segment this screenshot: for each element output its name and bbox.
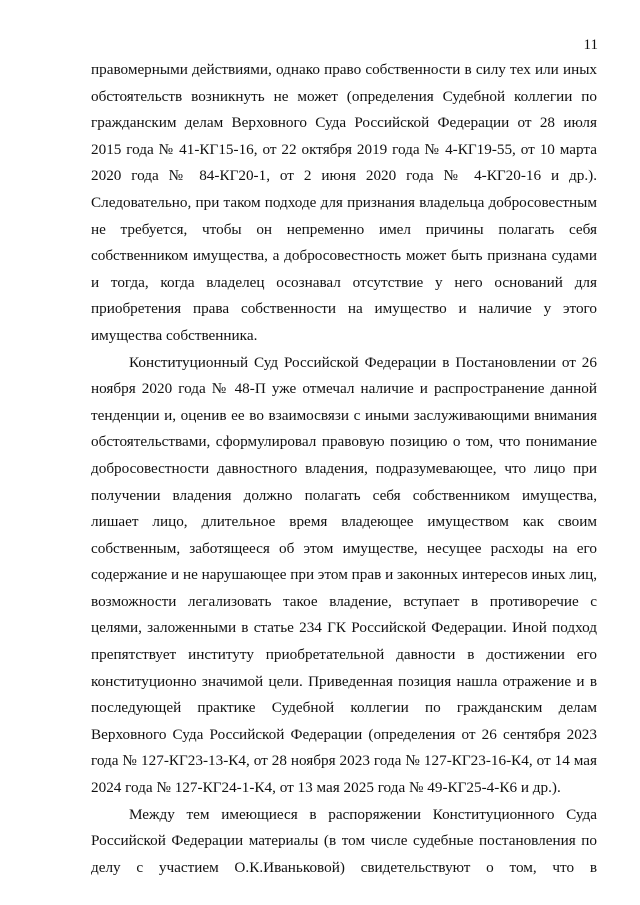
text-line: обстоятельств возникнуть не может (определения Судебной коллегии по [91,87,597,105]
text-line: получении владения должно полагать себя собственником имущества, [91,486,597,504]
text-line: целями, заложенными в статье 234 ГК Российской Федерации. Иной подход [91,619,597,637]
text-line: собственным, заботящееся об этом имуществе, несущее расходы на его [91,539,597,557]
text-line: Российской Федерации материалы (в том числе судебные постановления по [91,832,597,850]
text-line: возможности легализовать такое владение, вступает в противоречие с [91,592,597,610]
text-line: 2024 года № 127-КГ24-1-К4, от 13 мая 2025 года № 49-КГ25-4-К6 и др.). [91,779,561,797]
text-line: года № 127-КГ23-13-К4, от 28 ноября 2023 года № 127-КГ23-16-К4, от 14 мая [91,752,597,770]
text-line: последующей практике Судебной коллегии по гражданским делам [91,699,597,717]
text-line: собственником имущества, а добросовестность может быть признана судами [91,247,597,265]
text-line: правомерными действиями, однако право собственности в силу тех или иных [91,61,597,78]
text-line: обстоятельствами, сформулировал правовую позицию о том, что понимание [91,433,597,451]
text-line: ноября 2020 года № 48-П уже отмечал наличие и распространение данной [91,380,597,398]
text-line: Верховного Суда Российской Федерации (определения от 26 сентября 2023 [91,725,597,743]
text-line: конституционно значимой цели. Приведенная позиция нашла отражение и в [91,672,597,690]
document-body [91,57,597,881]
text-line: делу с участием О.К.Иваньковой) свидетельствуют о том, что в [91,858,597,876]
text-line: и тогда, когда владелец осознавал отсутствие у него оснований для [91,273,597,291]
text-line: препятствует институту приобретательной давности в достижении его [91,646,597,664]
text-line: тенденции и, оценив ее во взаимосвязи с иными заслуживающими внимания [91,406,597,424]
text-line: лишает лицо, длительное время владеющее имуществом как своим [91,513,597,531]
text-line: гражданским делам Верховного Суда Российской Федерации от 28 июля [91,114,597,132]
text-line: Конституционный Суд Российской Федерации в Постановлении от 26 [129,353,597,371]
text-line: содержание и не нарушающее при этом прав и законных интересов иных лиц, [91,566,597,584]
paragraph-1 [91,57,597,350]
text-line: приобретения права собственности на имущество и наличие у этого [91,300,597,318]
text-line: добросовестности давностного владения, подразумевающее, что лицо при [91,459,597,477]
paragraph-2 [91,350,597,802]
text-line: 2015 года № 41-КГ15-16, от 22 октября 2019 года № 4-КГ19-55, от 10 марта [91,140,597,158]
text-line: имущества собственника. [91,326,258,344]
text-line: не требуется, чтобы он непременно имел причины полагать себя [91,220,597,238]
text-line: 2020 года № 84-КГ20-1, от 2 июня 2020 года № 4-КГ20-16 и др.). [91,167,597,185]
text-line: Между тем имеющиеся в распоряжении Конституционного Суда [129,805,597,823]
text-line: Следовательно, при таком подходе для признания владельца добросовестным [91,193,597,211]
paragraph-3 [91,802,597,882]
page-number: 11 [583,37,598,53]
